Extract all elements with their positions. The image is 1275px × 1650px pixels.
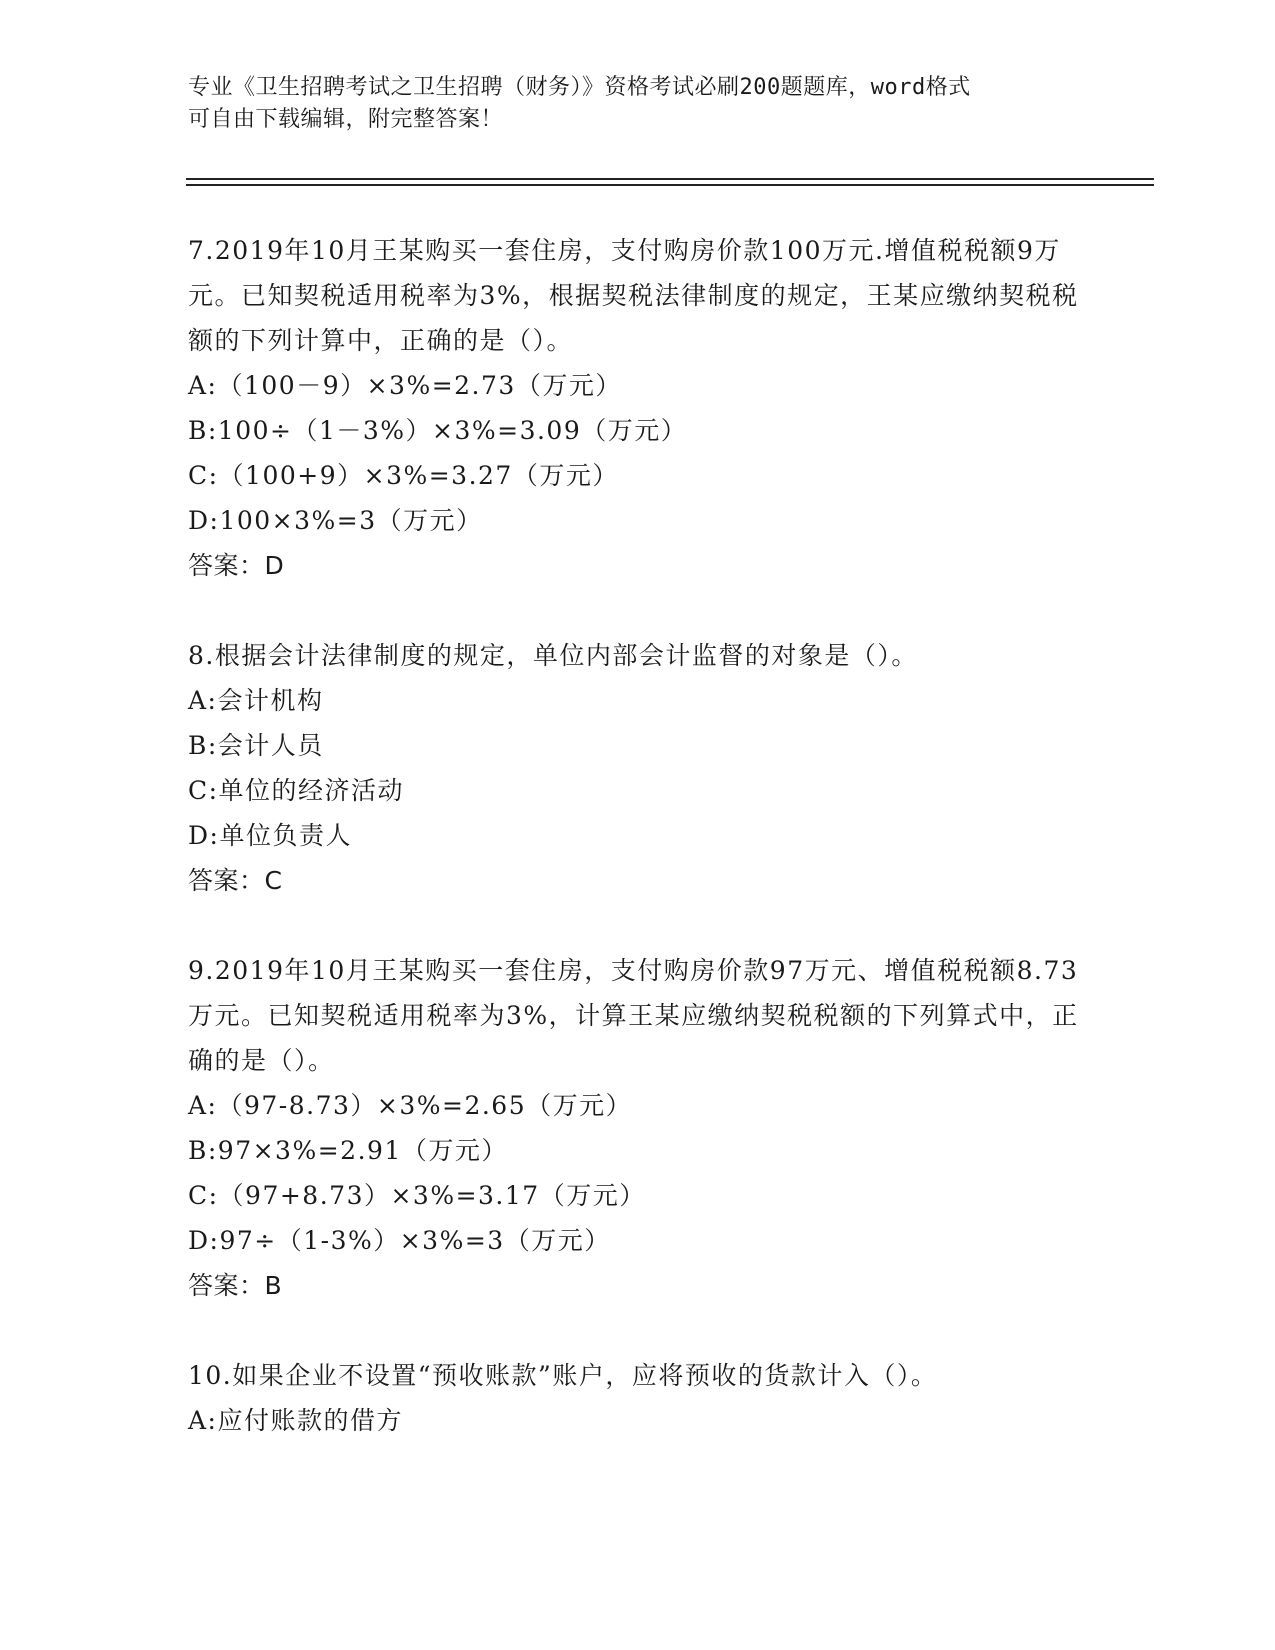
question-text: 7.2019年10月王某购买一套住房，支付购房价款100万元.增值税税额9万元。已知契税适用税率为3%，根据契税法律制度的规定，王某应缴纳契税税额的下列计算中，正确的是（）。 — [188, 236, 1079, 355]
header-divider-bottom — [186, 184, 1154, 186]
answer-label: 答案：C — [188, 866, 283, 895]
option-c: C:（100+9）×3%=3.27（万元） — [188, 461, 619, 490]
document-header — [188, 72, 1088, 136]
option-d: D:单位负责人 — [188, 821, 352, 850]
option-b: B:100÷（1－3%）×3%=3.09（万元） — [188, 416, 688, 445]
question-text: 10.如果企业不设置“预收账款”账户，应将预收的货款计入（）。 — [188, 1361, 938, 1390]
question-9 — [188, 948, 1088, 1308]
option-a: A:（97-8.73）×3%=2.65（万元） — [188, 1091, 633, 1120]
option-d: D:100×3%=3（万元） — [188, 506, 483, 535]
question-7 — [188, 228, 1088, 588]
question-text: 8.根据会计法律制度的规定，单位内部会计监督的对象是（）。 — [188, 641, 918, 670]
option-a: A:（100－9）×3%=2.73（万元） — [188, 371, 622, 400]
question-10 — [188, 1353, 1088, 1443]
option-c: C:（97+8.73）×3%=3.17（万元） — [188, 1181, 646, 1210]
answer-label: 答案：B — [188, 1271, 283, 1300]
question-list — [188, 228, 1088, 1488]
option-a: A:会计机构 — [188, 686, 324, 715]
header-divider-top — [186, 178, 1154, 180]
option-b: B:会计人员 — [188, 731, 324, 760]
question-8 — [188, 633, 1088, 903]
option-c: C:单位的经济活动 — [188, 776, 405, 805]
header-title-line-1: 专业《卫生招聘考试之卫生招聘（财务）》资格考试必刷200题题库，word格式 — [188, 75, 971, 100]
answer-label: 答案：D — [188, 551, 285, 580]
option-d: D:97÷（1-3%）×3%=3（万元） — [188, 1226, 611, 1255]
option-b: B:97×3%=2.91（万元） — [188, 1136, 508, 1165]
option-a: A:应付账款的借方 — [188, 1406, 403, 1435]
header-title-line-2: 可自由下载编辑，附完整答案！ — [188, 107, 504, 132]
question-text: 9.2019年10月王某购买一套住房，支付购房价款97万元、增值税税额8.73万元。已知契税适用税率为3%，计算王某应缴纳契税税额的下列算式中，正确的是（）。 — [188, 956, 1079, 1075]
